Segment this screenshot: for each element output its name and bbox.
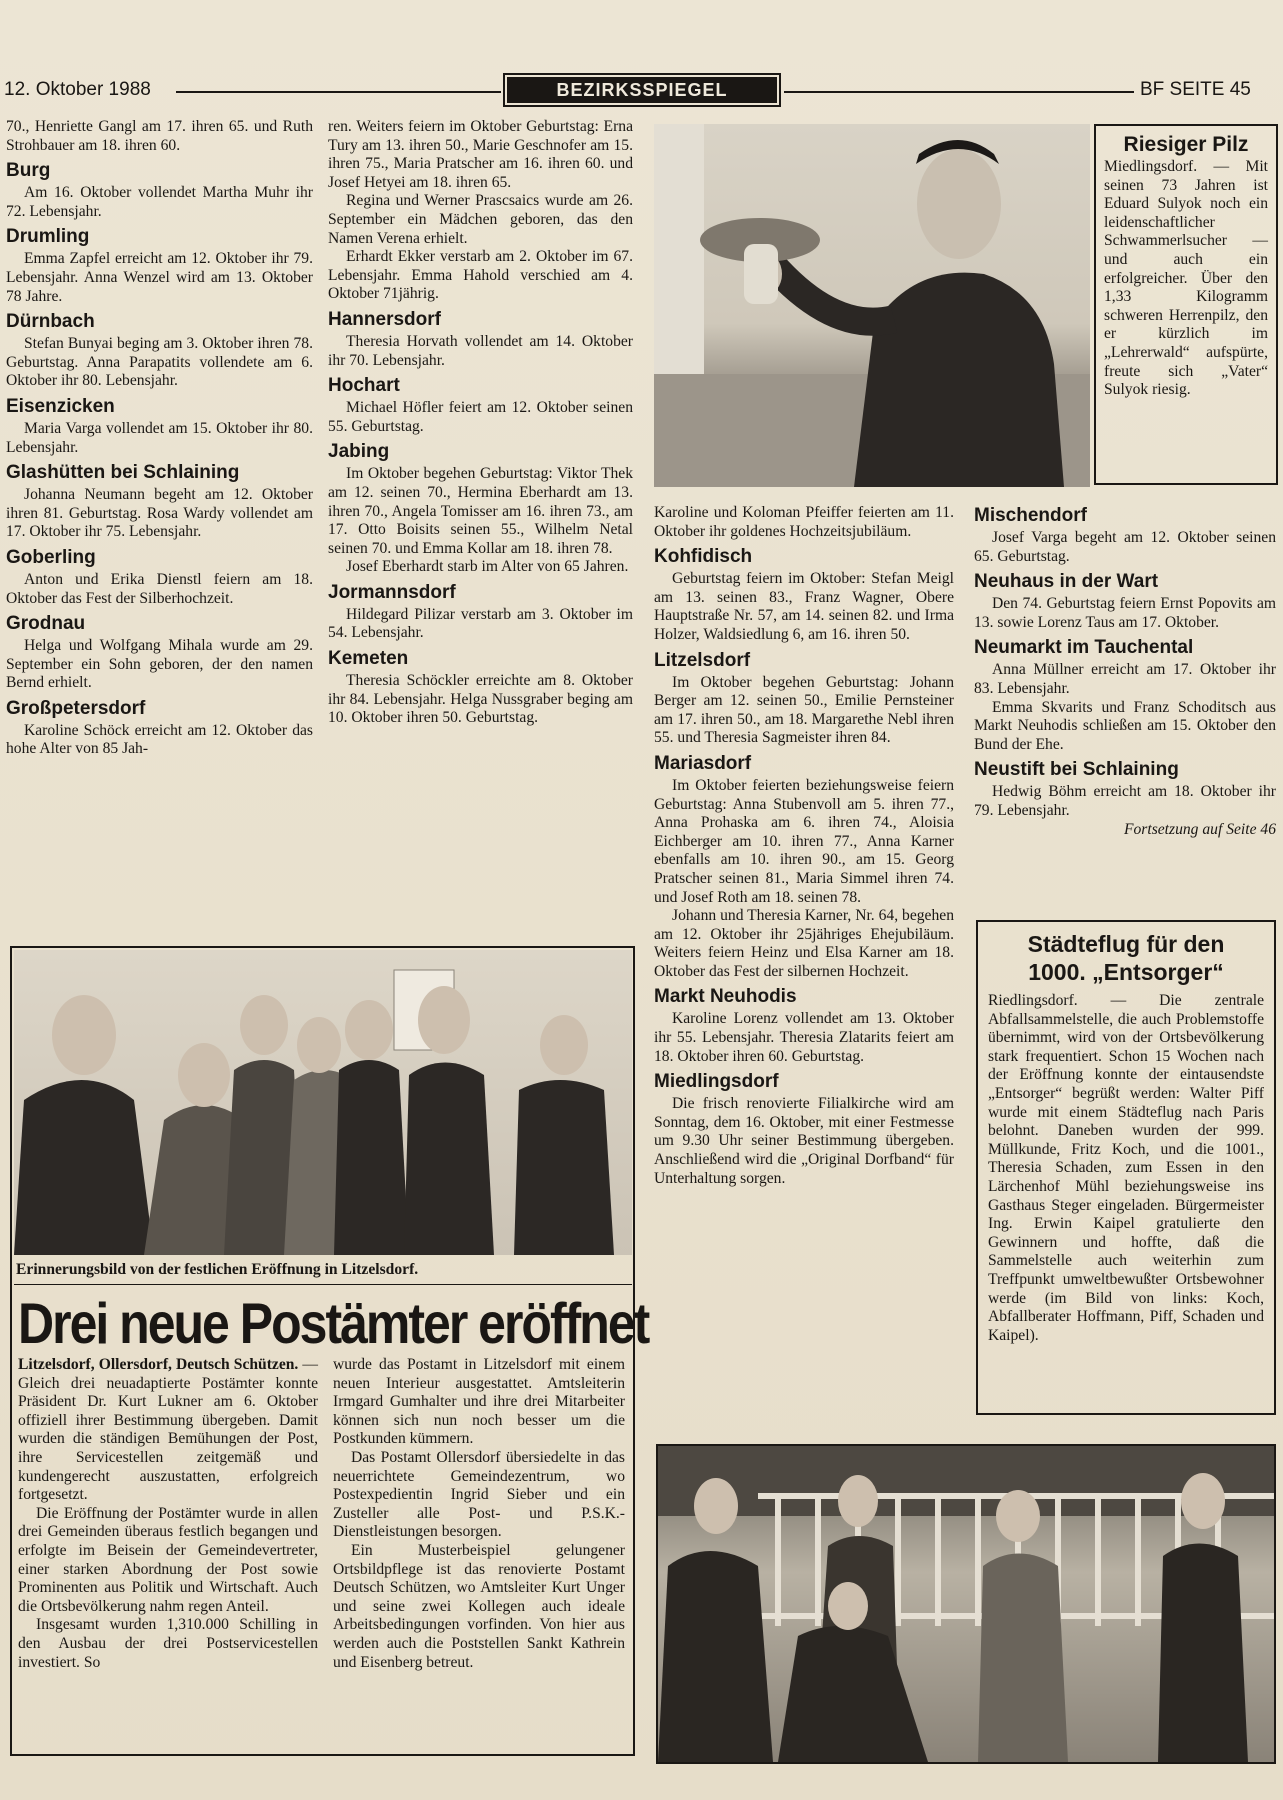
section-heading: Neuhaus in der Wart bbox=[974, 571, 1159, 593]
section-heading: Neustift bei Schlaining bbox=[974, 759, 1179, 781]
section-paragraph: Anton und Erika Dienstl feiern am 18. Oktober das Fest der Silberhochzeit. bbox=[6, 570, 313, 607]
mushroom-photo bbox=[654, 124, 1090, 487]
column-1 bbox=[6, 118, 313, 759]
section-paragraph: Geburtstag feiern im Oktober: Stefan Meigl am 13. seinen 83., Franz Wagner, Obere Hauptstraße Nr. 57, am 14. seinen 82. und Irma Holzer, Waldsiedlung 6, am 16. ihren 50. bbox=[654, 570, 954, 643]
col1-intro: 70., Henriette Gangl am 17. ihren 65. und Ruth Strohbauer am 18. ihren 60. bbox=[6, 118, 313, 154]
section-heading: Mischendorf bbox=[974, 505, 1087, 526]
caption-rule bbox=[14, 1284, 632, 1285]
section-heading: Grodnau bbox=[6, 613, 86, 635]
riedlingsdorf-photo bbox=[656, 1444, 1276, 1764]
page-number: BF SEITE 45 bbox=[1140, 79, 1251, 100]
section-paragraph: Theresia Horvath vollendet am 14. Oktober ihr 70. Lebensjahr. bbox=[328, 332, 633, 369]
section-paragraph: Karoline Lorenz vollendet am 13. Oktober ihr 55. Lebensjahr. Theresia Zlatarits feiert am 18. Oktober ihren 60. Geburtstag. bbox=[654, 1010, 954, 1065]
section-paragraph: Johann und Theresia Karner, Nr. 64, begehen am 12. Oktober ihr 25jähriges Ehejubiläum. Weiters feiern Heinz und Elsa Karner am 18. Oktober das Fest der silbernen Hochzeit. bbox=[654, 907, 954, 980]
post-col2-p2: Das Postamt Ollersdorf übersiedelte in das neuerrichtete Gemeindezentrum, wo Postexpedientin Ingrid Sieber und ein Zusteller alle Post- und P.S.K.-Dienstleistungen besorgen. bbox=[333, 1448, 625, 1541]
section-paragraph: Helga und Wolfgang Mihala wurde am 29. September ein Sohn geboren, der den namen Bernd erhielt. bbox=[6, 637, 313, 692]
col3-intro: Karoline und Koloman Pfeiffer feierten am 11. Oktober ihr goldenes Hochzeitsjubiläum. bbox=[654, 504, 954, 540]
section-paragraph: Stefan Bunyai beging am 3. Oktober ihren 78. Geburtstag. Anna Parapatits vollendete am 6. Oktober ihr 80. Lebensjahr. bbox=[6, 335, 313, 390]
section-heading: Glashütten bei Schlaining bbox=[6, 462, 240, 484]
post-lead: Litzelsdorf, Ollersdorf, Deutsch Schützen. bbox=[18, 1356, 299, 1373]
col2-intro-paragraph: ren. Weiters feiern im Oktober Geburtstag: Erna Tury am 13. ihren 50., Marie Geschnofer am 15. ihren 75., Maria Pratscher am 16. ihren 60. und Josef Hetyei am 18. ihren 65. bbox=[328, 118, 633, 191]
post-column-1 bbox=[18, 1356, 318, 1672]
section-heading: Goberling bbox=[6, 546, 96, 568]
column-3 bbox=[654, 504, 954, 1188]
pilz-text: Miedlingsdorf. — Mit seinen 73 Jahren ist Eduard Sulyok noch ein leidenschaftlicher Schwammerlsucher — und auch ein erfolgreicher. Über den 1,33 Kilogramm schweren Herrenpilz, den er kürzlich im „Lehrerwald“ aufspürte, freute sich „Vater“ Sulyok riesig. bbox=[1104, 158, 1268, 399]
post-col1-p3: Insgesamt wurden 1,310.000 Schilling in den Ausbau der drei Postservicestellen investiert. So bbox=[18, 1616, 318, 1671]
pilz-box bbox=[1094, 124, 1278, 485]
fortsetzung-note: Fortsetzung auf Seite 46 bbox=[1123, 820, 1276, 838]
section-heading: Mariasdorf bbox=[654, 752, 752, 774]
section-paragraph: Michael Höfler feiert am 12. Oktober seinen 55. Geburtstag. bbox=[328, 399, 633, 435]
photo-caption: Erinnerungsbild von der festlichen Eröffnung in Litzelsdorf. bbox=[16, 1261, 419, 1278]
staedteflug-text: Riedlingsdorf. — Die zentrale Abfallsammelstelle, die auch Problemstoffe übernimmt, wird von der Ortsbevölkerung stark frequentiert. Schon 15 Wochen nach der Eröffnung konnte der eintausendste „Entsorger“ begrüßt werden: Walter Piff wurde mit einem Städteflug nach Paris belohnt. Daneben wurden der 999. Müllkunde, Fritz Koch, und die 1001., Theresia Schaden, zum Essen in den Lärchenhof Mühl beziehungsweise ins Gasthaus Steger eingeladen. Bürgermeister Ing. Erwin Kaipel gratulierte den Gewinnern und hoffte, daß die Sammelstelle auch weiterhin zum Treffpunkt umweltbewußter Ortsbewohner werde (im Bild von links: Koch, Abfallberater Hoffmann, Piff, Schaden und Kaipel). bbox=[988, 992, 1264, 1344]
post-col2-p1: wurde das Postamt in Litzelsdorf mit einem neuen Interieur ausgestattet. Amtsleiterin Irmgard Gumhalter und ihre drei Mitarbeiter können sich nun noch besser um die Postkunden kümmern. bbox=[333, 1356, 625, 1448]
section-paragraph: Josef Varga begeht am 12. Oktober seinen 65. Geburtstag. bbox=[974, 529, 1276, 565]
post-headline: Drei neue Postämter eröffnet bbox=[18, 1291, 649, 1356]
post-col2-p3: Ein Musterbeispiel gelungener Ortsbildpflege ist das renovierte Postamt Deutsch Schützen, wo Amtsleiter Kurt Unger und seine zwei Kollegen auch ideale Arbeitsbedingungen vorfinden. Von hier aus werden auch die Poststellen Sankt Kathrein und Eisenberg betreut. bbox=[333, 1541, 625, 1671]
col2-intro-paragraph: Regina und Werner Prascsaics wurde am 26. September ein Mädchen geboren, das den Namen Verena erhielt. bbox=[328, 192, 633, 247]
staedteflug-title-1: Städteflug für den bbox=[1027, 931, 1225, 957]
section-heading: Burg bbox=[6, 160, 51, 182]
post-col1-p2: Die Eröffnung der Postämter wurde in allen drei Gemeinden überaus festlich begangen und erfolgte im Beisein der Gemeindevertreter, einer starken Abordnung der Post sowie Prominenten aus Politik und Wirtschaft. Auch die Ortsbevölkerung nahm regen Anteil. bbox=[18, 1504, 318, 1615]
pilz-title: Riesiger Pilz bbox=[1123, 133, 1249, 156]
column-4 bbox=[974, 500, 1276, 839]
section-heading: Jormannsdorf bbox=[328, 581, 456, 603]
section-heading: Miedlingsdorf bbox=[654, 1071, 779, 1093]
section-paragraph: Den 74. Geburtstag feiern Ernst Popovits am 13. sowie Lorenz Taus am 17. Oktober. bbox=[974, 595, 1276, 631]
section-heading: Kohfidisch bbox=[654, 546, 753, 568]
staedteflug-box bbox=[976, 920, 1276, 1415]
section-heading: Hochart bbox=[328, 375, 400, 397]
column-2 bbox=[328, 118, 633, 728]
section-paragraph: Die frisch renovierte Filialkirche wird am Sonntag, dem 16. Oktober, mit einer Festmesse um 9.30 Uhr seiner Bestimmung übergeben. Anschließend wird die „Original Dorfband“ für Unterhaltung sorgen. bbox=[654, 1095, 954, 1187]
section-heading: Neumarkt im Tauchental bbox=[974, 637, 1194, 659]
opening-group-photo-illustration bbox=[14, 950, 632, 1255]
section-heading: Kemeten bbox=[328, 648, 409, 670]
col2-intro-paragraph: Erhardt Ekker verstarb am 2. Oktober im 67. Lebensjahr. Emma Hahold verschied am 4. Oktober 71jährig. bbox=[328, 248, 633, 303]
section-paragraph: Hildegard Pilizar verstarb am 3. Oktober im 54. Lebensjahr. bbox=[328, 605, 633, 642]
section-paragraph: Johanna Neumann begeht am 12. Oktober ihren 81. Geburtstag. Rosa Wardy vollendet am 17. Oktober ihr 75. Lebensjahr. bbox=[6, 486, 313, 541]
section-paragraph: Josef Eberhardt starb im Alter von 65 Jahren. bbox=[346, 558, 629, 576]
section-title: BEZIRKSSPIEGEL bbox=[507, 77, 777, 103]
section-paragraph: Anna Müllner erreicht am 17. Oktober ihr 83. Lebensjahr. bbox=[974, 661, 1276, 697]
header-rule-left bbox=[176, 91, 501, 93]
riedlingsdorf-photo-illustration bbox=[658, 1446, 1274, 1762]
staedteflug-title-2: 1000. „Entsorger“ bbox=[1028, 959, 1224, 985]
section-paragraph: Emma Skvarits und Franz Schoditsch aus Markt Neuhodis schließen am 15. Oktober den Bund der Ehe. bbox=[974, 698, 1276, 753]
section-heading: Markt Neuhodis bbox=[654, 986, 797, 1008]
section-paragraph: Im Oktober begehen Geburtstag: Johann Berger am 12. seinen 50., Emilie Pernsteiner am 17. ihren 50., am 18. Margarethe Nebl ihren 55. und Theresia Sagmeister ihren 84. bbox=[654, 673, 954, 747]
post-col1-p1: — Gleich drei neuadaptierte Postämter konnte Präsident Dr. Kurt Lukner am 6. Oktober offiziell ihrer Bestimmung übergeben. Damit wurden die ständigen Bemühungen der Post, ihre Servicestellen zeitgemäß und kundengerecht auszustatten, erfolgreich fortgesetzt. bbox=[18, 1356, 318, 1504]
section-heading: Dürnbach bbox=[6, 311, 95, 333]
section-paragraph: Theresia Schöckler erreichte am 8. Oktober ihr 84. Lebensjahr. Helga Nussgraber beging am 10. Oktober ihren 50. Geburtstag. bbox=[328, 672, 633, 727]
section-heading: Hannersdorf bbox=[328, 308, 441, 330]
mushroom-photo-illustration bbox=[654, 124, 1090, 487]
section-heading: Drumling bbox=[6, 226, 90, 248]
section-heading: Jabing bbox=[328, 441, 390, 463]
section-heading: Großpetersdorf bbox=[6, 697, 146, 719]
header-rule-right bbox=[784, 91, 1134, 93]
section-paragraph: Im Oktober begehen Geburtstag: Viktor Thek am 12. seinen 70., Hermina Eberhardt am 13. ihren 70., Angela Tomisser am 16. ihren 73., am 17. Otto Boisits seinen 55., Wilhelm Netal seinen 70. und Emma Kollar am 18. ihren 78. bbox=[328, 465, 633, 557]
section-paragraph: Hedwig Böhm erreicht am 18. Oktober ihr 79. Lebensjahr. bbox=[974, 783, 1276, 819]
section-paragraph: Maria Varga vollendet am 15. Oktober ihr 80. Lebensjahr. bbox=[6, 419, 313, 456]
issue-date: 12. Oktober 1988 bbox=[4, 79, 151, 100]
section-heading: Litzelsdorf bbox=[654, 649, 751, 671]
opening-group-photo bbox=[14, 950, 632, 1255]
section-masthead bbox=[503, 73, 781, 107]
section-paragraph: Karoline Schöck erreicht am 12. Oktober das hohe Alter von 85 Jah- bbox=[6, 721, 313, 758]
post-column-2 bbox=[333, 1356, 625, 1672]
section-paragraph: Am 16. Oktober vollendet Martha Muhr ihr 72. Lebensjahr. bbox=[6, 184, 313, 220]
section-paragraph: Im Oktober feierten beziehungsweise feiern Geburtstag: Anna Stubenvoll am 5. ihren 77., Anna Prohaska am 6. ihren 74., Aloisia Eichberger am 10. ihren 77., Anna Karner ebenfalls am 10. ihren 90., am 15. Georg Pratscher seinen 81., Maria Simmel ihren 74. und Josef Roth am 18. seinen 78. bbox=[654, 776, 954, 906]
section-heading: Eisenzicken bbox=[6, 395, 115, 417]
section-paragraph: Emma Zapfel erreicht am 12. Oktober ihr 79. Lebensjahr. Anna Wenzel wird am 13. Oktober 78 Jahre. bbox=[6, 250, 313, 305]
